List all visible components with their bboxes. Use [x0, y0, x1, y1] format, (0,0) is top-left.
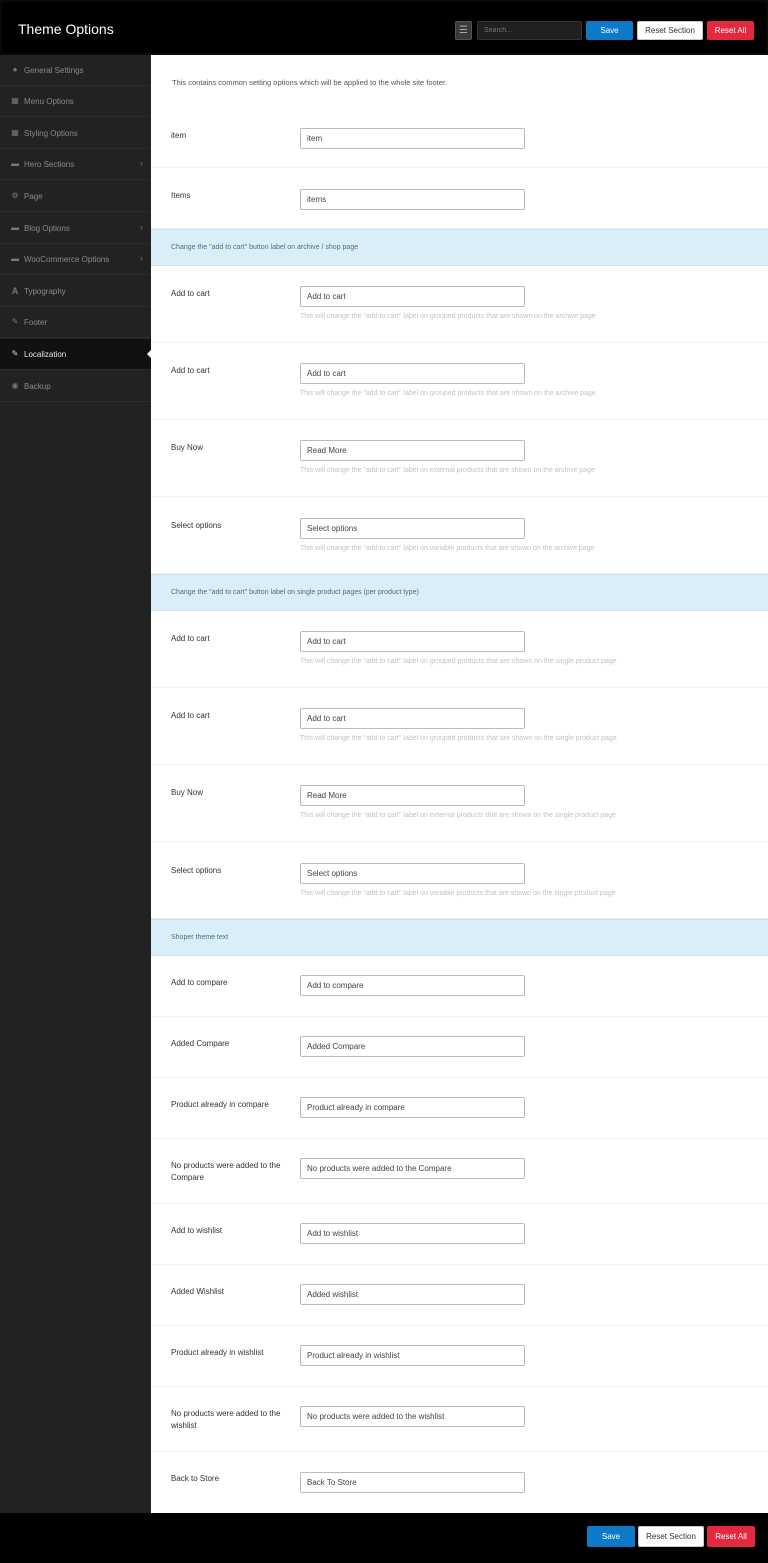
field-label: Add to cart	[171, 366, 210, 375]
sidebar-item-woocommerce-options[interactable]	[0, 244, 151, 275]
sidebar-item-typography[interactable]	[0, 276, 151, 307]
field-label: No products were added to the wishlist	[171, 1409, 281, 1430]
shield-icon: ◉	[11, 381, 19, 390]
section-header-shoper-text	[151, 919, 768, 956]
added-wishlist-input[interactable]	[300, 1284, 525, 1305]
field-label: Buy Now	[171, 443, 204, 452]
section-header-archive	[151, 229, 768, 266]
field-row	[151, 1326, 768, 1387]
field-row	[151, 765, 768, 842]
sidebar-item-hero-sections[interactable]	[0, 149, 151, 180]
field-row	[151, 1139, 768, 1204]
sidebar-item-styling-options[interactable]	[0, 118, 151, 149]
archive-variable-select-options-input[interactable]	[300, 518, 525, 539]
search-input[interactable]	[477, 21, 582, 40]
back-to-store-input[interactable]	[300, 1472, 525, 1493]
field-label: Add to cart	[171, 289, 210, 298]
sidebar-item-label: Page	[24, 192, 43, 201]
page-title: Theme Options	[18, 21, 114, 37]
save-button[interactable]: Save	[586, 21, 633, 40]
field-description: This will change the "add to cart" label on external products that are shown on the single product page	[300, 812, 616, 819]
field-description: This will change the "add to cart" label on grouped products that are shown on the archive page	[300, 313, 596, 320]
sidebar-item-page[interactable]	[0, 181, 151, 212]
field-label: Back to Store	[171, 1474, 220, 1483]
field-row	[151, 1265, 768, 1326]
add-to-wishlist-input[interactable]	[300, 1223, 525, 1244]
field-label: Select options	[171, 521, 222, 530]
field-row	[151, 1452, 768, 1513]
sidebar-item-label: General Settings	[24, 66, 84, 75]
archive-external-buy-now-input[interactable]	[300, 440, 525, 461]
sidebar-item-localization[interactable]	[0, 339, 151, 370]
sidebar-item-label: Menu Options	[24, 97, 74, 106]
sidebar-item-backup[interactable]	[0, 371, 151, 402]
product-already-in-wishlist-input[interactable]	[300, 1345, 525, 1366]
field-row	[151, 956, 768, 1017]
field-label: item	[171, 131, 187, 140]
field-label: Add to cart	[171, 634, 210, 643]
font-icon: A	[11, 286, 19, 296]
field-row-item	[151, 107, 768, 168]
edit-icon: ✎	[11, 349, 19, 358]
section-intro: This contains common setting options which will be applied to the whole site footer.	[172, 78, 448, 87]
field-row	[151, 611, 768, 688]
sidebar-item-label: Backup	[24, 382, 51, 391]
sidebar-item-general-settings[interactable]	[0, 55, 151, 86]
single-grouped-add-to-cart-input[interactable]	[300, 631, 525, 652]
field-label: Added Wishlist	[171, 1287, 224, 1296]
sidebar-item-footer[interactable]	[0, 307, 151, 338]
field-row	[151, 1387, 768, 1452]
section-title: Change the "add to cart" button label on single product pages (per product type)	[171, 589, 419, 596]
sidebar-item-label: Styling Options	[24, 129, 78, 138]
field-row	[151, 497, 768, 574]
sidebar-item-label: Hero Sections	[24, 160, 75, 169]
woocommerce-icon: ▬	[11, 254, 19, 263]
no-products-wishlist-input[interactable]	[300, 1406, 525, 1427]
sidebar-item-label: Footer	[24, 318, 48, 327]
footer-reset-all-button[interactable]: Reset All	[707, 1526, 755, 1547]
blog-icon: ▬	[11, 223, 19, 232]
archive-grouped-add-to-cart-input[interactable]	[300, 286, 525, 307]
added-compare-input[interactable]	[300, 1036, 525, 1057]
product-already-in-compare-input[interactable]	[300, 1097, 525, 1118]
field-description: This will change the "add to cart" label on variable products that are shown on the single product page	[300, 890, 616, 897]
gears-icon: ⚙	[11, 191, 19, 200]
field-row	[151, 343, 768, 420]
field-row-items	[151, 168, 768, 229]
field-label: Add to cart	[171, 711, 210, 720]
palette-icon: ▦	[11, 128, 19, 137]
item-input[interactable]	[300, 128, 525, 149]
items-input[interactable]	[300, 189, 525, 210]
chevron-right-icon: ›	[140, 222, 143, 232]
section-header-single-product	[151, 574, 768, 611]
field-description: This will change the "add to cart" label on grouped products that are shown on the single product page	[300, 658, 617, 665]
sidebar-item-blog-options[interactable]	[0, 213, 151, 244]
section-title: Shoper theme text	[171, 934, 229, 941]
field-label: No products were added to the Compare	[171, 1161, 281, 1182]
menu-grid-icon: ▦	[11, 96, 19, 105]
field-label: Items	[171, 191, 191, 200]
bottom-action-bar	[0, 1513, 768, 1563]
field-row	[151, 420, 768, 497]
sidebar-item-label: Blog Options	[24, 224, 70, 233]
reset-section-button[interactable]: Reset Section	[637, 21, 703, 40]
sidebar	[0, 55, 151, 1513]
field-row	[151, 1017, 768, 1078]
field-row	[151, 1204, 768, 1265]
field-row	[151, 1078, 768, 1139]
sidebar-item-label: WooCommerce Options	[24, 255, 110, 264]
field-description: This will change the "add to cart" label on external products that are shown on the archive page	[300, 467, 595, 474]
field-label: Buy Now	[171, 788, 204, 797]
field-label: Add to compare	[171, 978, 228, 987]
list-icon: ☰	[459, 25, 468, 36]
single-grouped-add-to-cart-input-2[interactable]	[300, 708, 525, 729]
field-label: Added Compare	[171, 1039, 230, 1048]
sidebar-item-label: Localization	[24, 350, 67, 359]
field-label: Product already in wishlist	[171, 1348, 264, 1357]
field-label: Product already in compare	[171, 1100, 269, 1109]
field-row	[151, 266, 768, 343]
hero-icon: ▬	[11, 159, 19, 168]
field-label: Add to wishlist	[171, 1226, 223, 1235]
footer-save-button[interactable]: Save	[587, 1526, 635, 1547]
chevron-right-icon: ›	[140, 253, 143, 263]
sidebar-item-menu-options[interactable]	[0, 86, 151, 117]
single-external-buy-now-input[interactable]	[300, 785, 525, 806]
footer-reset-section-button[interactable]: Reset Section	[638, 1526, 704, 1547]
reset-all-button[interactable]: Reset All	[707, 21, 754, 40]
main-content	[151, 55, 768, 1513]
single-variable-select-options-input[interactable]	[300, 863, 525, 884]
expand-options-button[interactable]	[455, 21, 472, 40]
archive-grouped-add-to-cart-input-2[interactable]	[300, 363, 525, 384]
field-description: This will change the "add to cart" label on grouped products that are shown on the archive page.	[300, 390, 598, 397]
field-description: This will change the "add to cart" label on grouped products that are shown on the single product page.	[300, 735, 619, 742]
add-to-compare-input[interactable]	[300, 975, 525, 996]
footer-icon: ✎	[11, 317, 19, 326]
field-description: This will change the "add to cart" label on variable products that are shown on the archive page	[300, 545, 595, 552]
sidebar-item-label: Typography	[24, 287, 66, 296]
top-header	[0, 0, 768, 55]
dashboard-icon: ●	[12, 65, 18, 74]
section-title: Change the "add to cart" button label on archive / shop page	[171, 244, 359, 251]
no-products-compare-input[interactable]	[300, 1158, 525, 1179]
field-label: Select options	[171, 866, 222, 875]
chevron-right-icon: ›	[140, 158, 143, 168]
field-row	[151, 842, 768, 919]
field-row	[151, 688, 768, 765]
